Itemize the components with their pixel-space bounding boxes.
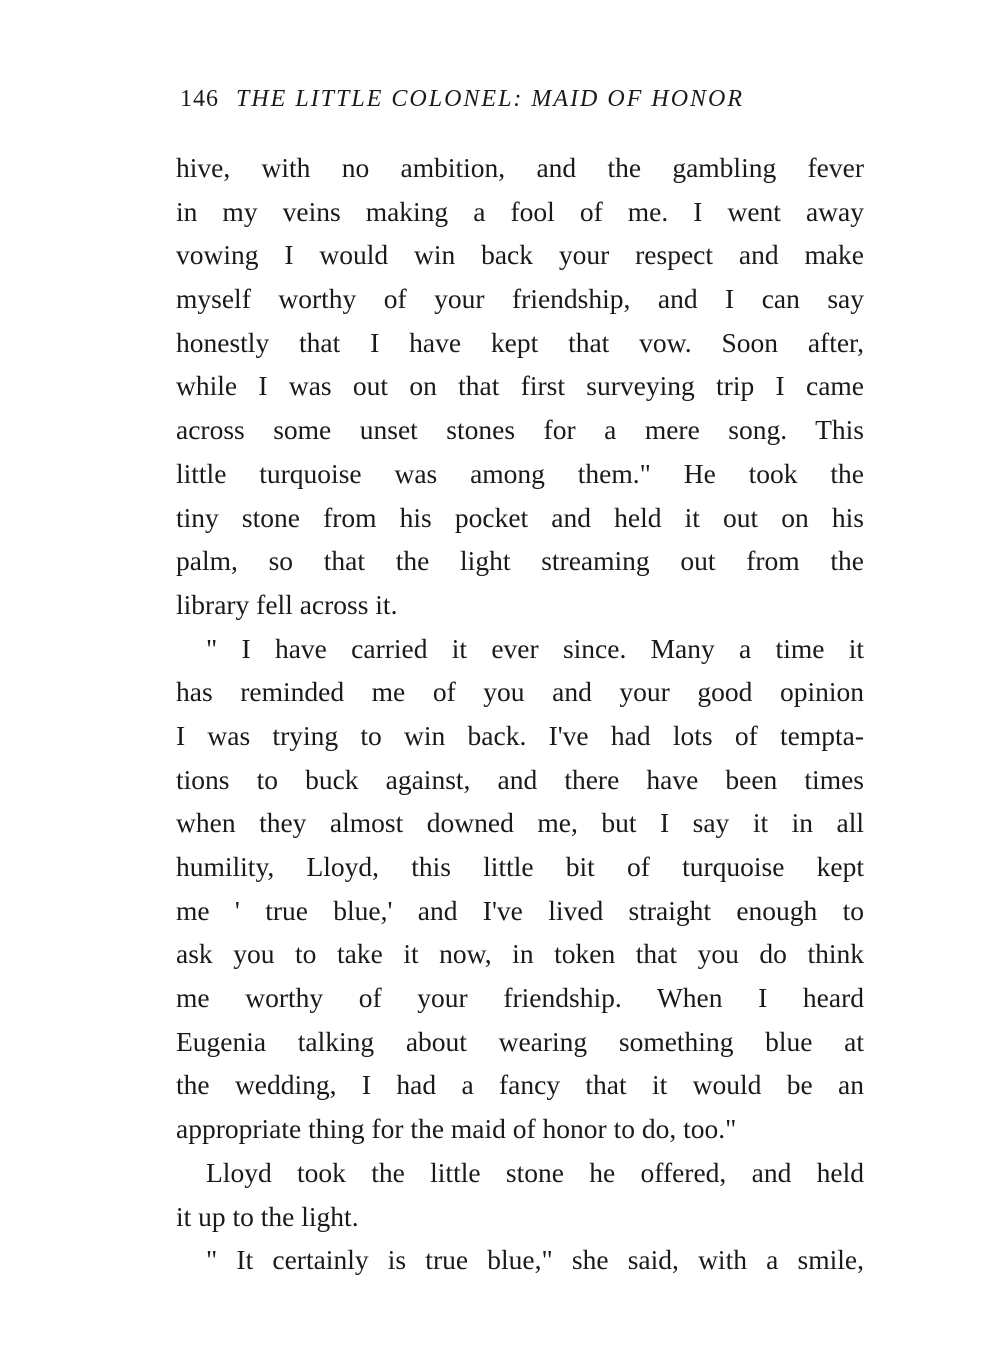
text-line: " It certainly is true blue," she said, with a smile,: [206, 1244, 864, 1276]
text-line: when they almost downed me, but I say it in all: [176, 807, 864, 839]
text-line: Lloyd took the little stone he offered, and held: [206, 1156, 864, 1188]
text-line: in my veins making a fool of me. I went away: [176, 195, 864, 227]
text-line: tions to buck against, and there have been times: [176, 763, 864, 795]
running-head: [180, 82, 870, 116]
text-line: me ' true blue,' and I've lived straight enough to: [176, 894, 864, 926]
book-title: THE LITTLE COLONEL: MAID OF HONOR: [236, 86, 745, 112]
text-line: myself worthy of your friendship, and I can say: [176, 283, 864, 315]
text-line: across some unset stones for a mere song. This: [176, 414, 864, 446]
text-line: has reminded me of you and your good opinion: [176, 676, 864, 708]
text-line: I was trying to win back. I've had lots of tempta-: [176, 719, 864, 751]
text-line: me worthy of your friendship. When I heard: [176, 982, 864, 1014]
text-line: " I have carried it ever since. Many a time it: [206, 632, 864, 664]
text-line: honestly that I have kept that vow. Soon after,: [176, 326, 864, 358]
page-number: 146: [180, 86, 219, 112]
body-text: [176, 146, 864, 1282]
text-line: appropriate thing for the maid of honor to do, too.": [176, 1113, 737, 1145]
text-line: while I was out on that first surveying trip I came: [176, 370, 864, 402]
text-line: little turquoise was among them." He took the: [176, 457, 864, 489]
text-line: tiny stone from his pocket and held it out on his: [176, 501, 864, 533]
text-line: the wedding, I had a fancy that it would be an: [176, 1069, 864, 1101]
text-line: ask you to take it now, in token that you do think: [176, 938, 864, 970]
text-line: library fell across it.: [176, 588, 398, 620]
text-line: humility, Lloyd, this little bit of turquoise kept: [176, 851, 864, 882]
text-line: palm, so that the light streaming out from the: [176, 545, 864, 577]
text-line: hive, with no ambition, and the gambling fever: [176, 152, 864, 183]
text-line: vowing I would win back your respect and make: [176, 239, 864, 271]
text-line: Eugenia talking about wearing something blue at: [176, 1025, 864, 1057]
text-line: it up to the light.: [176, 1200, 359, 1232]
